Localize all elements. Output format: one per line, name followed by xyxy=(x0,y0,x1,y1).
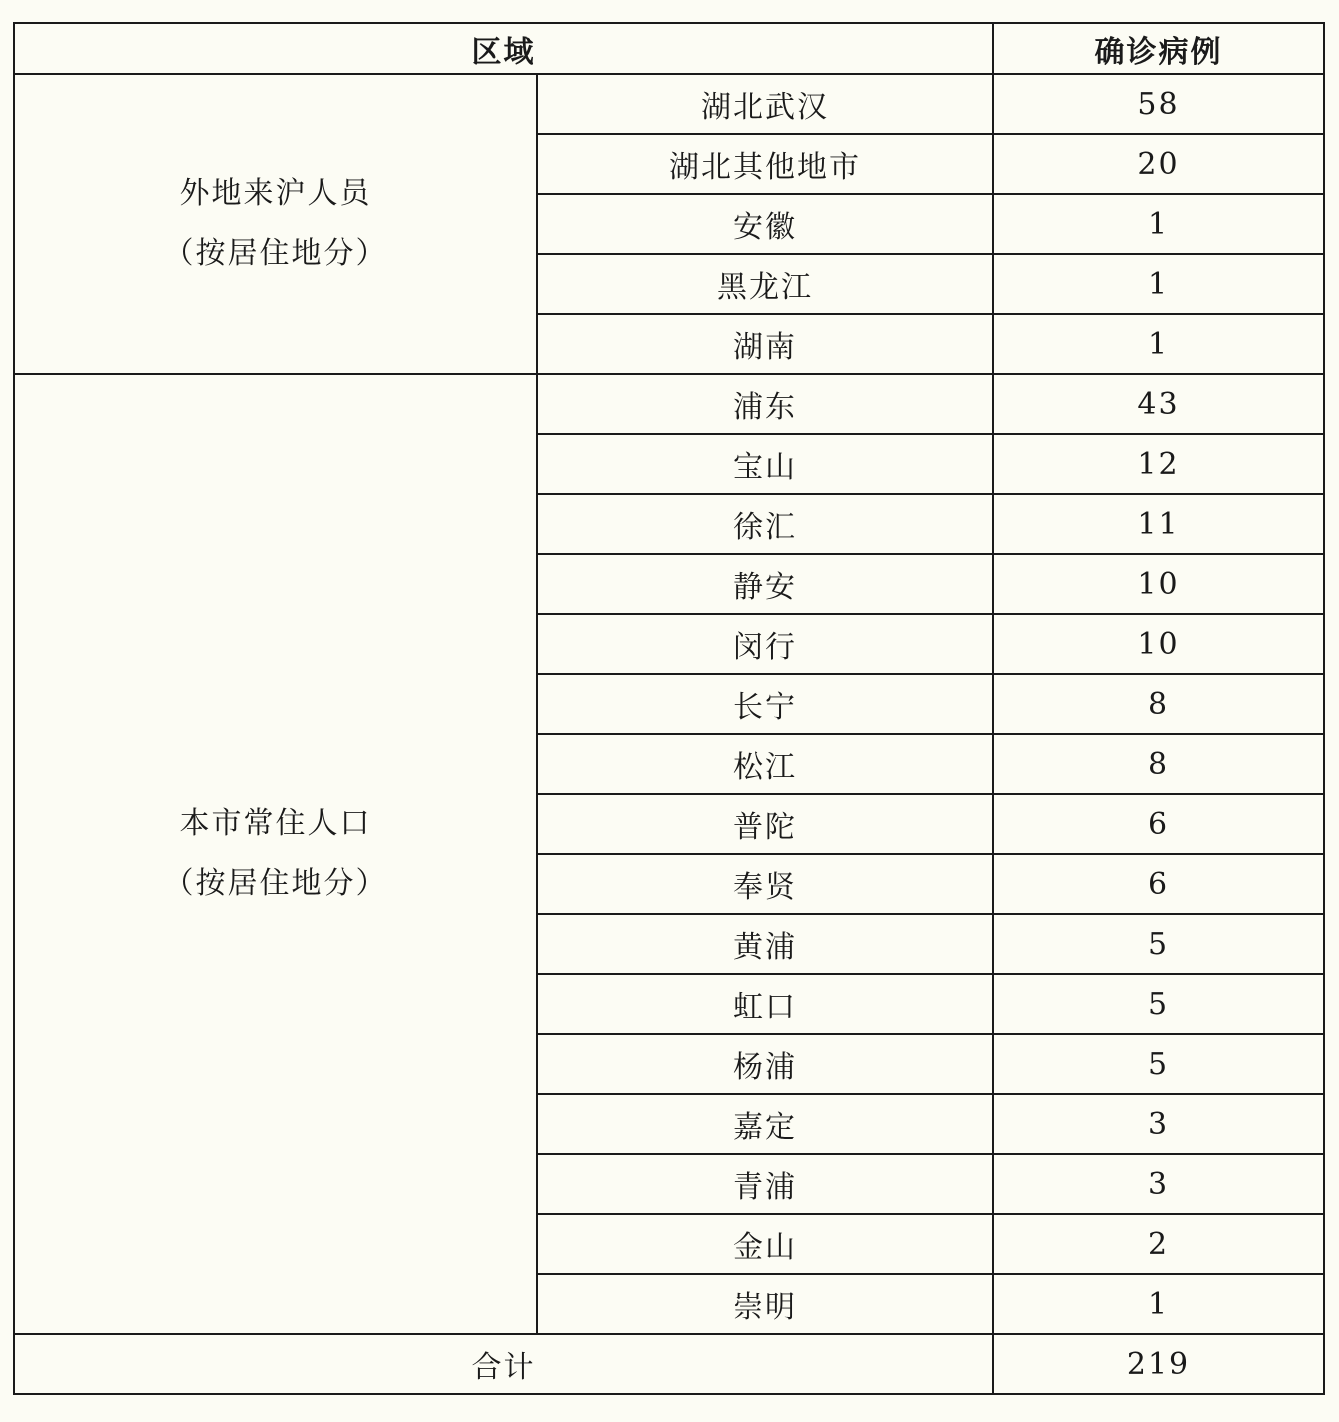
group-name: 外地来沪人员 xyxy=(179,176,372,211)
area-cell: 崇明 xyxy=(537,1274,993,1334)
cases-cell: 1 xyxy=(993,1274,1324,1334)
cases-cell: 3 xyxy=(993,1154,1324,1214)
area-cell: 长宁 xyxy=(537,674,993,734)
area-cell: 徐汇 xyxy=(537,494,993,554)
cases-cell: 43 xyxy=(993,374,1324,434)
cases-cell: 11 xyxy=(993,494,1324,554)
area-cell: 宝山 xyxy=(537,434,993,494)
cases-table xyxy=(13,22,1325,1395)
cases-cell: 1 xyxy=(993,254,1324,314)
area-cell: 松江 xyxy=(537,734,993,794)
cases-cell: 5 xyxy=(993,914,1324,974)
area-cell: 奉贤 xyxy=(537,854,993,914)
area-cell: 虹口 xyxy=(537,974,993,1034)
area-cell: 湖北武汉 xyxy=(537,74,993,134)
cases-cell: 58 xyxy=(993,74,1324,134)
area-cell: 青浦 xyxy=(537,1154,993,1214)
cases-cell: 5 xyxy=(993,1034,1324,1094)
table-row xyxy=(14,374,1324,434)
cases-cell: 1 xyxy=(993,194,1324,254)
area-cell: 静安 xyxy=(537,554,993,614)
cases-cell: 2 xyxy=(993,1214,1324,1274)
cases-header: 确诊病例 xyxy=(993,23,1324,74)
area-cell: 普陀 xyxy=(537,794,993,854)
cases-cell: 8 xyxy=(993,674,1324,734)
cases-cell: 20 xyxy=(993,134,1324,194)
group-cell-nonlocal xyxy=(14,74,537,374)
total-label: 合计 xyxy=(14,1334,993,1394)
cases-cell: 5 xyxy=(993,974,1324,1034)
area-cell: 黄浦 xyxy=(537,914,993,974)
cases-cell: 6 xyxy=(993,794,1324,854)
area-cell: 杨浦 xyxy=(537,1034,993,1094)
group-name: 本市常住人口 xyxy=(179,806,372,841)
region-header: 区域 xyxy=(14,23,993,74)
total-value: 219 xyxy=(993,1334,1324,1394)
table-body xyxy=(14,74,1324,1394)
total-row xyxy=(14,1334,1324,1394)
cases-cell: 1 xyxy=(993,314,1324,374)
cases-cell: 12 xyxy=(993,434,1324,494)
area-cell: 浦东 xyxy=(537,374,993,434)
cases-cell: 3 xyxy=(993,1094,1324,1154)
cases-cell: 10 xyxy=(993,614,1324,674)
area-cell: 湖北其他地市 xyxy=(537,134,993,194)
area-cell: 黑龙江 xyxy=(537,254,993,314)
group-note: （按居住地分） xyxy=(163,236,388,271)
group-cell-resident xyxy=(14,374,537,1334)
area-cell: 闵行 xyxy=(537,614,993,674)
area-cell: 嘉定 xyxy=(537,1094,993,1154)
header-row xyxy=(14,23,1324,74)
area-cell: 湖南 xyxy=(537,314,993,374)
area-cell: 金山 xyxy=(537,1214,993,1274)
cases-cell: 6 xyxy=(993,854,1324,914)
cases-cell: 10 xyxy=(993,554,1324,614)
cases-cell: 8 xyxy=(993,734,1324,794)
group-note: （按居住地分） xyxy=(163,866,388,901)
table-row xyxy=(14,74,1324,134)
area-cell: 安徽 xyxy=(537,194,993,254)
